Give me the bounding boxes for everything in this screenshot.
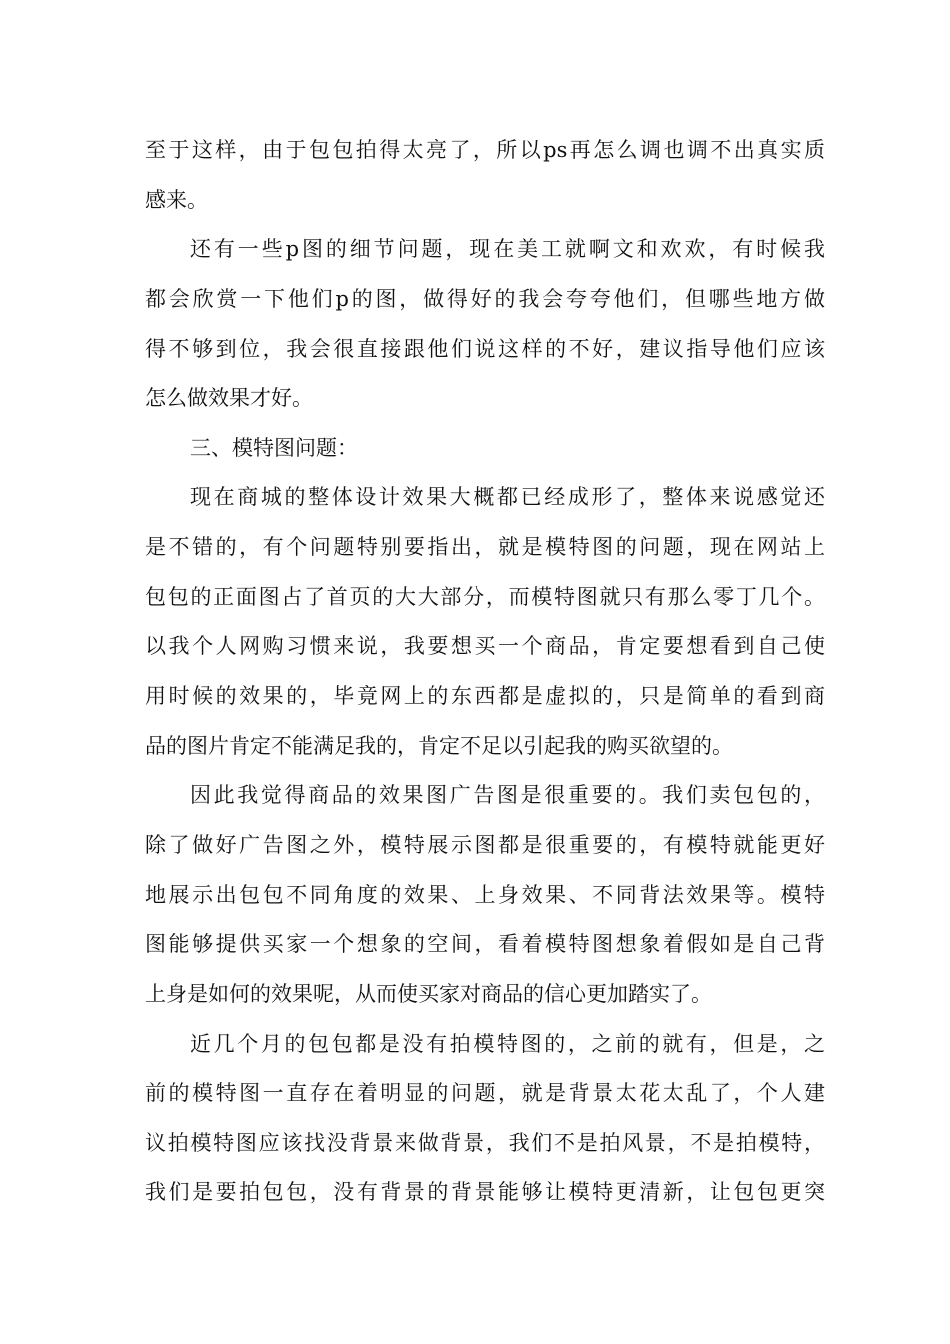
text-line: 是不错的，有个问题特别要指出，就是模特图的问题，现在网站上	[145, 535, 825, 560]
text-line: 还有一些p图的细节问题，现在美工就啊文和欢欢，有时候我	[190, 237, 825, 262]
text-line: 感来。	[145, 187, 208, 212]
text-line: 用时候的效果的，毕竟网上的东西都是虚拟的，只是简单的看到商	[145, 684, 825, 709]
text-line: 上身是如何的效果呢，从而使买家对商品的信心更加踏实了。	[145, 981, 712, 1006]
document-body	[145, 126, 825, 1218]
text-line: 除了做好广告图之外，模特展示图都是很重要的，有模特就能更好	[145, 832, 825, 857]
text-line: 都会欣赏一下他们p的图，做得好的我会夸夸他们，但哪些地方做	[145, 286, 825, 311]
text-line: 得不够到位，我会很直接跟他们说这样的不好，建议指导他们应该	[145, 336, 825, 361]
text-line: 至于这样，由于包包拍得太亮了，所以ps再怎么调也调不出真实质	[145, 138, 825, 162]
text-line: 议拍模特图应该找没背景来做背景，我们不是拍风景，不是拍模特，	[145, 1130, 825, 1155]
text-line: 因此我觉得商品的效果图广告图是很重要的。我们卖包包的，	[190, 783, 825, 808]
text-line: 前的模特图一直存在着明显的问题，就是背景太花太乱了，个人建	[145, 1081, 825, 1106]
text-line: 地展示出包包不同角度的效果、上身效果、不同背法效果等。模特	[145, 882, 825, 907]
text-line: 我们是要拍包包，没有背景的背景能够让模特更清新，让包包更突	[145, 1180, 825, 1205]
text-line: 图能够提供买家一个想象的空间，看着模特图想象着假如是自己背	[145, 932, 825, 957]
text-line: 现在商城的整体设计效果大概都已经成形了，整体来说感觉还	[190, 485, 825, 510]
text-line: 品的图片肯定不能满足我的，肯定不足以引起我的购买欲望的。	[145, 733, 733, 758]
text-line: 怎么做效果才好。	[145, 386, 313, 411]
text-line: 近几个月的包包都是没有拍模特图的，之前的就有，但是，之	[190, 1031, 825, 1056]
text-line: 包包的正面图占了首页的大大部分，而模特图就只有那么零丁几个。	[145, 584, 825, 609]
text-line: 以我个人网购习惯来说，我要想买一个商品，肯定要想看到自己使	[145, 634, 825, 659]
section-heading: 三、模特图问题：	[190, 435, 358, 460]
